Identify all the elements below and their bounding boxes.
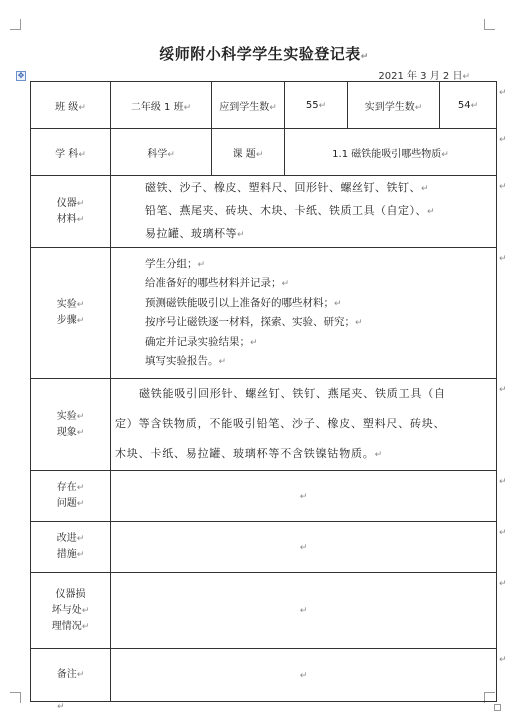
paragraph-mark: ↵ [81, 605, 90, 616]
expected-value: 55 [305, 99, 319, 111]
experiment-register-table [30, 81, 497, 702]
steps-label-line [35, 313, 106, 329]
crop-mark-top-right [484, 19, 495, 30]
paragraph-mark: ↵ [76, 411, 85, 422]
paragraph-mark: ↵ [237, 230, 246, 240]
measures-label-line [35, 547, 106, 563]
paragraph-mark: ↵ [255, 149, 264, 160]
label-text: 备注 [56, 669, 77, 680]
line-text: 磁铁能吸引回形针、螺丝钉、铁钉、燕尾夹、铁质工具（自 [139, 387, 446, 400]
table-row-phenomenon [31, 379, 497, 471]
measures-content-cell[interactable] [111, 522, 497, 573]
phenomenon-line [115, 439, 492, 470]
measures-label-cell[interactable] [31, 522, 111, 573]
paragraph-mark: ↵ [76, 670, 85, 680]
step-line [145, 294, 492, 314]
subject-value-cell[interactable] [111, 129, 212, 176]
row-end-mark: ↵ [499, 182, 507, 192]
paragraph-mark: ↵ [470, 100, 479, 111]
paragraph-mark: ↵ [360, 52, 369, 62]
paragraph-mark: ↵ [76, 198, 85, 209]
paragraph-mark: ↵ [414, 102, 423, 113]
row-end-mark: ↵ [499, 528, 507, 538]
problems-content-cell[interactable] [111, 471, 497, 522]
class-label: 班 级 [55, 101, 79, 113]
subject-label-cell[interactable] [31, 129, 111, 176]
paragraph-mark: ↵ [299, 491, 308, 502]
paragraph-mark: ↵ [299, 542, 308, 553]
row-end-mark: ↵ [499, 254, 507, 264]
line-text: 铅笔、燕尾夹、砖块、木块、卡纸、铁质工具（自定）、 [145, 204, 427, 217]
materials-content-cell[interactable] [111, 176, 497, 248]
row-end-mark: ↵ [499, 655, 507, 665]
document-end-mark: ↵ [57, 702, 65, 712]
paragraph-mark: ↵ [250, 337, 258, 348]
handling-label-line [35, 603, 106, 619]
materials-label-line [35, 196, 106, 212]
phenomenon-content-cell[interactable] [111, 379, 497, 471]
table-row-materials [31, 176, 497, 248]
paragraph-mark: ↵ [441, 149, 449, 160]
step-line [145, 352, 492, 372]
line-text: 填写实验报告。 [145, 355, 219, 367]
problems-label-line [35, 496, 106, 512]
topic-label-cell[interactable] [212, 129, 285, 176]
paragraph-mark: ↵ [78, 149, 86, 160]
measures-label-line [35, 531, 106, 547]
steps-label-cell[interactable] [31, 248, 111, 379]
actual-label-cell[interactable] [348, 82, 440, 129]
paragraph-mark: ↵ [355, 318, 363, 328]
row-end-mark: ↵ [499, 579, 507, 589]
line-text: 确定并记录实验结果； [145, 335, 250, 348]
remarks-label-cell[interactable] [31, 649, 111, 702]
expected-label-cell[interactable] [212, 82, 285, 129]
phenomenon-line [115, 409, 492, 439]
table-row-measures [31, 522, 497, 573]
paragraph-mark: ↵ [299, 670, 308, 681]
paragraph-mark: ↵ [334, 298, 342, 309]
table-row-problems [31, 471, 497, 522]
actual-value: 54 [457, 99, 471, 111]
line-text: 易拉罐、玻璃杯等 [145, 227, 237, 240]
step-line [145, 255, 492, 275]
class-label-cell[interactable] [31, 82, 111, 129]
topic-value: 1.1 磁铁能吸引哪些物质 [332, 148, 442, 160]
steps-label-line [35, 297, 106, 313]
label-text: 仪器损 [55, 588, 86, 600]
crop-mark-bottom-left [10, 692, 21, 703]
paragraph-mark: ↵ [76, 316, 85, 326]
row-end-mark: ↵ [499, 385, 507, 395]
label-text: 问题 [56, 498, 77, 509]
paragraph-mark: ↵ [218, 357, 227, 367]
step-line [145, 274, 492, 294]
paragraph-mark: ↵ [78, 102, 86, 113]
label-text: 实验 [56, 410, 77, 422]
paragraph-mark: ↵ [76, 483, 85, 493]
paragraph-mark: ↵ [197, 259, 206, 270]
step-line [145, 313, 492, 333]
paragraph-mark: ↵ [299, 606, 308, 616]
remarks-content-cell[interactable] [111, 649, 497, 702]
materials-line [145, 177, 492, 200]
paragraph-mark: ↵ [427, 207, 436, 217]
table-row-remarks [31, 649, 497, 702]
handling-label-cell[interactable] [31, 573, 111, 649]
problems-label-line [35, 480, 106, 496]
line-text: 定）等含铁物质，不能吸引铅笔、沙子、橡皮、塑料尺、砖块、 [115, 417, 446, 430]
paragraph-mark: ↵ [281, 279, 290, 289]
line-text: 预测磁铁能吸引以上准备好的哪些材料； [145, 296, 334, 309]
table-row-handling [31, 573, 497, 649]
paragraph-mark: ↵ [81, 621, 90, 632]
label-text: 坏与处 [51, 604, 82, 616]
label-text: 理情况 [51, 620, 82, 632]
line-text: 给准备好的哪些材料并记录； [145, 277, 282, 289]
paragraph-mark: ↵ [76, 550, 85, 560]
paragraph-mark: ↵ [183, 102, 192, 113]
paragraph-mark: ↵ [76, 499, 85, 509]
phenomenon-label-line [35, 425, 106, 441]
paragraph-mark: ↵ [462, 72, 470, 82]
materials-label-line [35, 212, 106, 228]
paragraph-mark: ↵ [76, 214, 85, 225]
line-text: 按序号让磁铁逐一材料，探索、实验、研究； [145, 316, 355, 328]
phenomenon-line [115, 379, 492, 409]
label-text: 改进 [56, 533, 77, 544]
line-text: 学生分组； [145, 257, 198, 270]
row-end-mark: ↵ [499, 135, 507, 145]
label-text: 材料 [56, 213, 77, 225]
label-text: 措施 [56, 549, 77, 560]
title-text: 绥师附小科学学生实验登记表 [159, 45, 361, 63]
topic-label: 课 题 [232, 148, 256, 160]
actual-value-cell[interactable] [440, 82, 497, 129]
paragraph-mark: ↵ [167, 149, 175, 160]
steps-content-cell[interactable] [111, 248, 497, 379]
class-value-cell[interactable] [111, 82, 212, 129]
date-line [378, 67, 470, 82]
materials-label-cell[interactable] [31, 176, 111, 248]
materials-line [145, 223, 492, 246]
row-end-mark: ↵ [499, 477, 507, 487]
handling-label-line [35, 587, 106, 603]
handling-label-line [35, 619, 106, 635]
table-row-steps [31, 248, 497, 379]
topic-value-cell[interactable] [285, 129, 497, 176]
expected-value-cell[interactable] [285, 82, 348, 129]
label-text: 实验 [56, 299, 77, 310]
problems-label-cell[interactable] [31, 471, 111, 522]
label-text: 仪器 [56, 197, 77, 209]
table-resize-handle[interactable] [494, 704, 501, 711]
table-move-handle-icon[interactable]: ✥ [17, 71, 25, 80]
subject-label: 学 科 [55, 148, 79, 160]
class-value: 二年级 1 班 [130, 101, 184, 113]
step-line [145, 333, 492, 353]
line-text: 木块、卡纸、易拉罐、玻璃杯等不含铁镍钴物质。 [115, 447, 375, 460]
paragraph-mark: ↵ [374, 450, 383, 460]
crop-mark-top-left [10, 19, 21, 30]
table-row-subject [31, 129, 497, 176]
phenomenon-label-line [35, 409, 106, 425]
paragraph-mark: ↵ [421, 184, 430, 194]
handling-content-cell[interactable] [111, 573, 497, 649]
line-text: 磁铁、沙子、橡皮、塑料尺、回形针、螺丝钉、铁钉、 [145, 181, 421, 194]
materials-line [145, 200, 492, 223]
paragraph-mark: ↵ [269, 102, 277, 113]
label-text: 现象 [56, 426, 77, 438]
document-title [0, 43, 528, 64]
paragraph-mark: ↵ [76, 300, 85, 310]
row-end-mark: ↵ [499, 88, 507, 98]
table-row-class [31, 82, 497, 129]
actual-label: 实到学生数 [364, 101, 415, 113]
paragraph-mark: ↵ [318, 100, 327, 111]
subject-value: 科学 [147, 148, 168, 160]
paragraph-mark: ↵ [76, 534, 85, 544]
label-text: 步骤 [56, 315, 77, 326]
date-text: 2021 年 3 月 2 日 [378, 71, 463, 82]
label-text: 存在 [56, 482, 77, 493]
paragraph-mark: ↵ [76, 427, 85, 438]
phenomenon-label-cell[interactable] [31, 379, 111, 471]
expected-label: 应到学生数 [219, 101, 270, 113]
